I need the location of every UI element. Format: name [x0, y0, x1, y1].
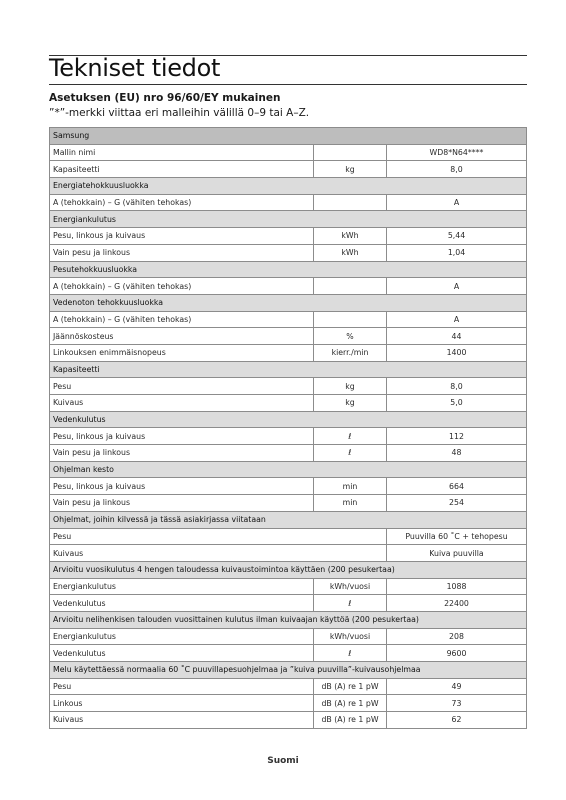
- row-value-cell: 664: [387, 478, 527, 495]
- row-value-cell: 8,0: [387, 161, 527, 178]
- table-row: [50, 244, 527, 261]
- row-value-cell: 1400: [387, 344, 527, 361]
- section-header-row: [50, 561, 527, 578]
- section-header-cell: Pesutehokkuusluokka: [50, 261, 527, 278]
- row-label-cell: Pesu, linkous ja kuivaus: [50, 478, 314, 495]
- row-value-cell: 22400: [387, 595, 527, 612]
- row-value-cell: 48: [387, 445, 527, 462]
- table-row: [50, 478, 527, 495]
- row-label-cell: Pesu: [50, 528, 387, 545]
- row-label-cell: Mallin nimi: [50, 144, 314, 161]
- row-label-cell: A (tehokkain) – G (vähiten tehokas): [50, 278, 314, 295]
- row-label-cell: Vain pesu ja linkous: [50, 244, 314, 261]
- row-unit-cell: min: [314, 495, 387, 512]
- row-label-cell: Linkouksen enimmäisnopeus: [50, 344, 314, 361]
- brand-cell: Samsung: [50, 128, 527, 145]
- row-value-cell: 9600: [387, 645, 527, 662]
- row-value-cell: 112: [387, 428, 527, 445]
- row-label-cell: Pesu, linkous ja kuivaus: [50, 228, 314, 245]
- table-row: [50, 545, 527, 562]
- table-row: [50, 228, 527, 245]
- row-value-cell: A: [387, 311, 527, 328]
- row-label-cell: Energiankulutus: [50, 628, 314, 645]
- row-value-cell: 208: [387, 628, 527, 645]
- row-value-cell: 44: [387, 328, 527, 345]
- row-unit-cell: [314, 194, 387, 211]
- section-header-cell: Energiatehokkuusluokka: [50, 178, 527, 195]
- row-unit-cell: kg: [314, 395, 387, 412]
- row-label-cell: A (tehokkain) – G (vähiten tehokas): [50, 194, 314, 211]
- section-header-row: [50, 211, 527, 228]
- model-note: ”*”-merkki viittaa eri malleihin välillä 0–9 tai A–Z.: [49, 107, 310, 119]
- table-row: [50, 395, 527, 412]
- row-value-cell: 254: [387, 495, 527, 512]
- table-row: [50, 595, 527, 612]
- row-unit-cell: ℓ: [314, 445, 387, 462]
- table-row: [50, 161, 527, 178]
- section-header-row: [50, 411, 527, 428]
- row-label-cell: Pesu: [50, 678, 314, 695]
- row-value-cell: 5,0: [387, 395, 527, 412]
- section-header-cell: Arvioitu nelihenkisen talouden vuosittainen kulutus ilman kuivaajan käyttöä (200 pesukertaa): [50, 611, 527, 628]
- row-unit-cell: dB (A) re 1 pW: [314, 712, 387, 729]
- row-unit-cell: kg: [314, 378, 387, 395]
- title-rule: [49, 84, 527, 85]
- section-header-row: [50, 461, 527, 478]
- row-unit-cell: dB (A) re 1 pW: [314, 695, 387, 712]
- row-label-cell: Kuivaus: [50, 712, 314, 729]
- row-unit-cell: kWh: [314, 228, 387, 245]
- row-label-cell: Pesu: [50, 378, 314, 395]
- row-label-cell: Vedenkulutus: [50, 595, 314, 612]
- section-header-cell: Ohjelmat, joihin kilvessä ja tässä asiakirjassa viitataan: [50, 511, 527, 528]
- row-unit-cell: kg: [314, 161, 387, 178]
- table-row: [50, 628, 527, 645]
- row-unit-cell: [314, 278, 387, 295]
- table-row: [50, 428, 527, 445]
- row-label-cell: Pesu, linkous ja kuivaus: [50, 428, 314, 445]
- row-label-cell: Jäännöskosteus: [50, 328, 314, 345]
- section-header-row: [50, 611, 527, 628]
- row-value-cell: 49: [387, 678, 527, 695]
- section-header-row: [50, 294, 527, 311]
- table-row: [50, 695, 527, 712]
- row-unit-cell: dB (A) re 1 pW: [314, 678, 387, 695]
- section-header-cell: Vedenkulutus: [50, 411, 527, 428]
- row-label-cell: Kapasiteetti: [50, 161, 314, 178]
- row-value-cell: 1,04: [387, 244, 527, 261]
- row-unit-cell: [314, 311, 387, 328]
- row-value-cell: 8,0: [387, 378, 527, 395]
- row-unit-cell: kWh/vuosi: [314, 628, 387, 645]
- row-label-cell: Kuivaus: [50, 545, 387, 562]
- row-unit-cell: [314, 144, 387, 161]
- brand-row: [50, 128, 527, 145]
- table-row: [50, 311, 527, 328]
- table-row: [50, 495, 527, 512]
- row-label-cell: Linkous: [50, 695, 314, 712]
- row-label-cell: Kuivaus: [50, 395, 314, 412]
- section-header-row: [50, 511, 527, 528]
- section-header-cell: Melu käytettäessä normaalia 60 ˚C puuvillapesuohjelmaa ja ”kuiva puuvilla”-kuivausohjelmaa: [50, 662, 527, 679]
- row-label-cell: Energiankulutus: [50, 578, 314, 595]
- section-header-cell: Kapasiteetti: [50, 361, 527, 378]
- row-unit-cell: kWh/vuosi: [314, 578, 387, 595]
- section-header-row: [50, 361, 527, 378]
- row-unit-cell: %: [314, 328, 387, 345]
- row-unit-cell: min: [314, 478, 387, 495]
- table-row: [50, 144, 527, 161]
- row-value-cell: 5,44: [387, 228, 527, 245]
- section-header-cell: Arvioitu vuosikulutus 4 hengen taloudessa kuivaustoimintoa käyttäen (200 pesukertaa): [50, 561, 527, 578]
- row-value-cell: 73: [387, 695, 527, 712]
- row-unit-cell: kierr./min: [314, 344, 387, 361]
- table-row: [50, 278, 527, 295]
- row-value-cell: Puuvilla 60 ˚C + tehopesu: [387, 528, 527, 545]
- section-header-row: [50, 261, 527, 278]
- row-value-cell: 1088: [387, 578, 527, 595]
- page-footer: Suomi: [267, 756, 299, 766]
- row-unit-cell: ℓ: [314, 645, 387, 662]
- table-row: [50, 344, 527, 361]
- section-header-cell: Energiankulutus: [50, 211, 527, 228]
- table-row: [50, 578, 527, 595]
- table-row: [50, 712, 527, 729]
- section-header-row: [50, 662, 527, 679]
- row-value-cell: A: [387, 278, 527, 295]
- row-unit-cell: kWh: [314, 244, 387, 261]
- row-unit-cell: ℓ: [314, 595, 387, 612]
- table-row: [50, 194, 527, 211]
- row-unit-cell: ℓ: [314, 428, 387, 445]
- spec-table-body: [50, 128, 527, 729]
- table-row: [50, 378, 527, 395]
- row-value-cell: 62: [387, 712, 527, 729]
- row-value-cell: Kuiva puuvilla: [387, 545, 527, 562]
- row-label-cell: Vedenkulutus: [50, 645, 314, 662]
- page-title: Tekniset tiedot: [49, 54, 221, 82]
- regulation-subtitle: Asetuksen (EU) nro 96/60/EY mukainen: [49, 92, 281, 104]
- row-value-cell: WD8*N64****: [387, 144, 527, 161]
- row-label-cell: A (tehokkain) – G (vähiten tehokas): [50, 311, 314, 328]
- table-row: [50, 678, 527, 695]
- table-row: [50, 328, 527, 345]
- row-value-cell: A: [387, 194, 527, 211]
- row-label-cell: Vain pesu ja linkous: [50, 445, 314, 462]
- table-row: [50, 528, 527, 545]
- spec-table: [49, 127, 527, 729]
- section-header-row: [50, 178, 527, 195]
- table-row: [50, 445, 527, 462]
- row-label-cell: Vain pesu ja linkous: [50, 495, 314, 512]
- table-row: [50, 645, 527, 662]
- section-header-cell: Vedenoton tehokkuusluokka: [50, 294, 527, 311]
- section-header-cell: Ohjelman kesto: [50, 461, 527, 478]
